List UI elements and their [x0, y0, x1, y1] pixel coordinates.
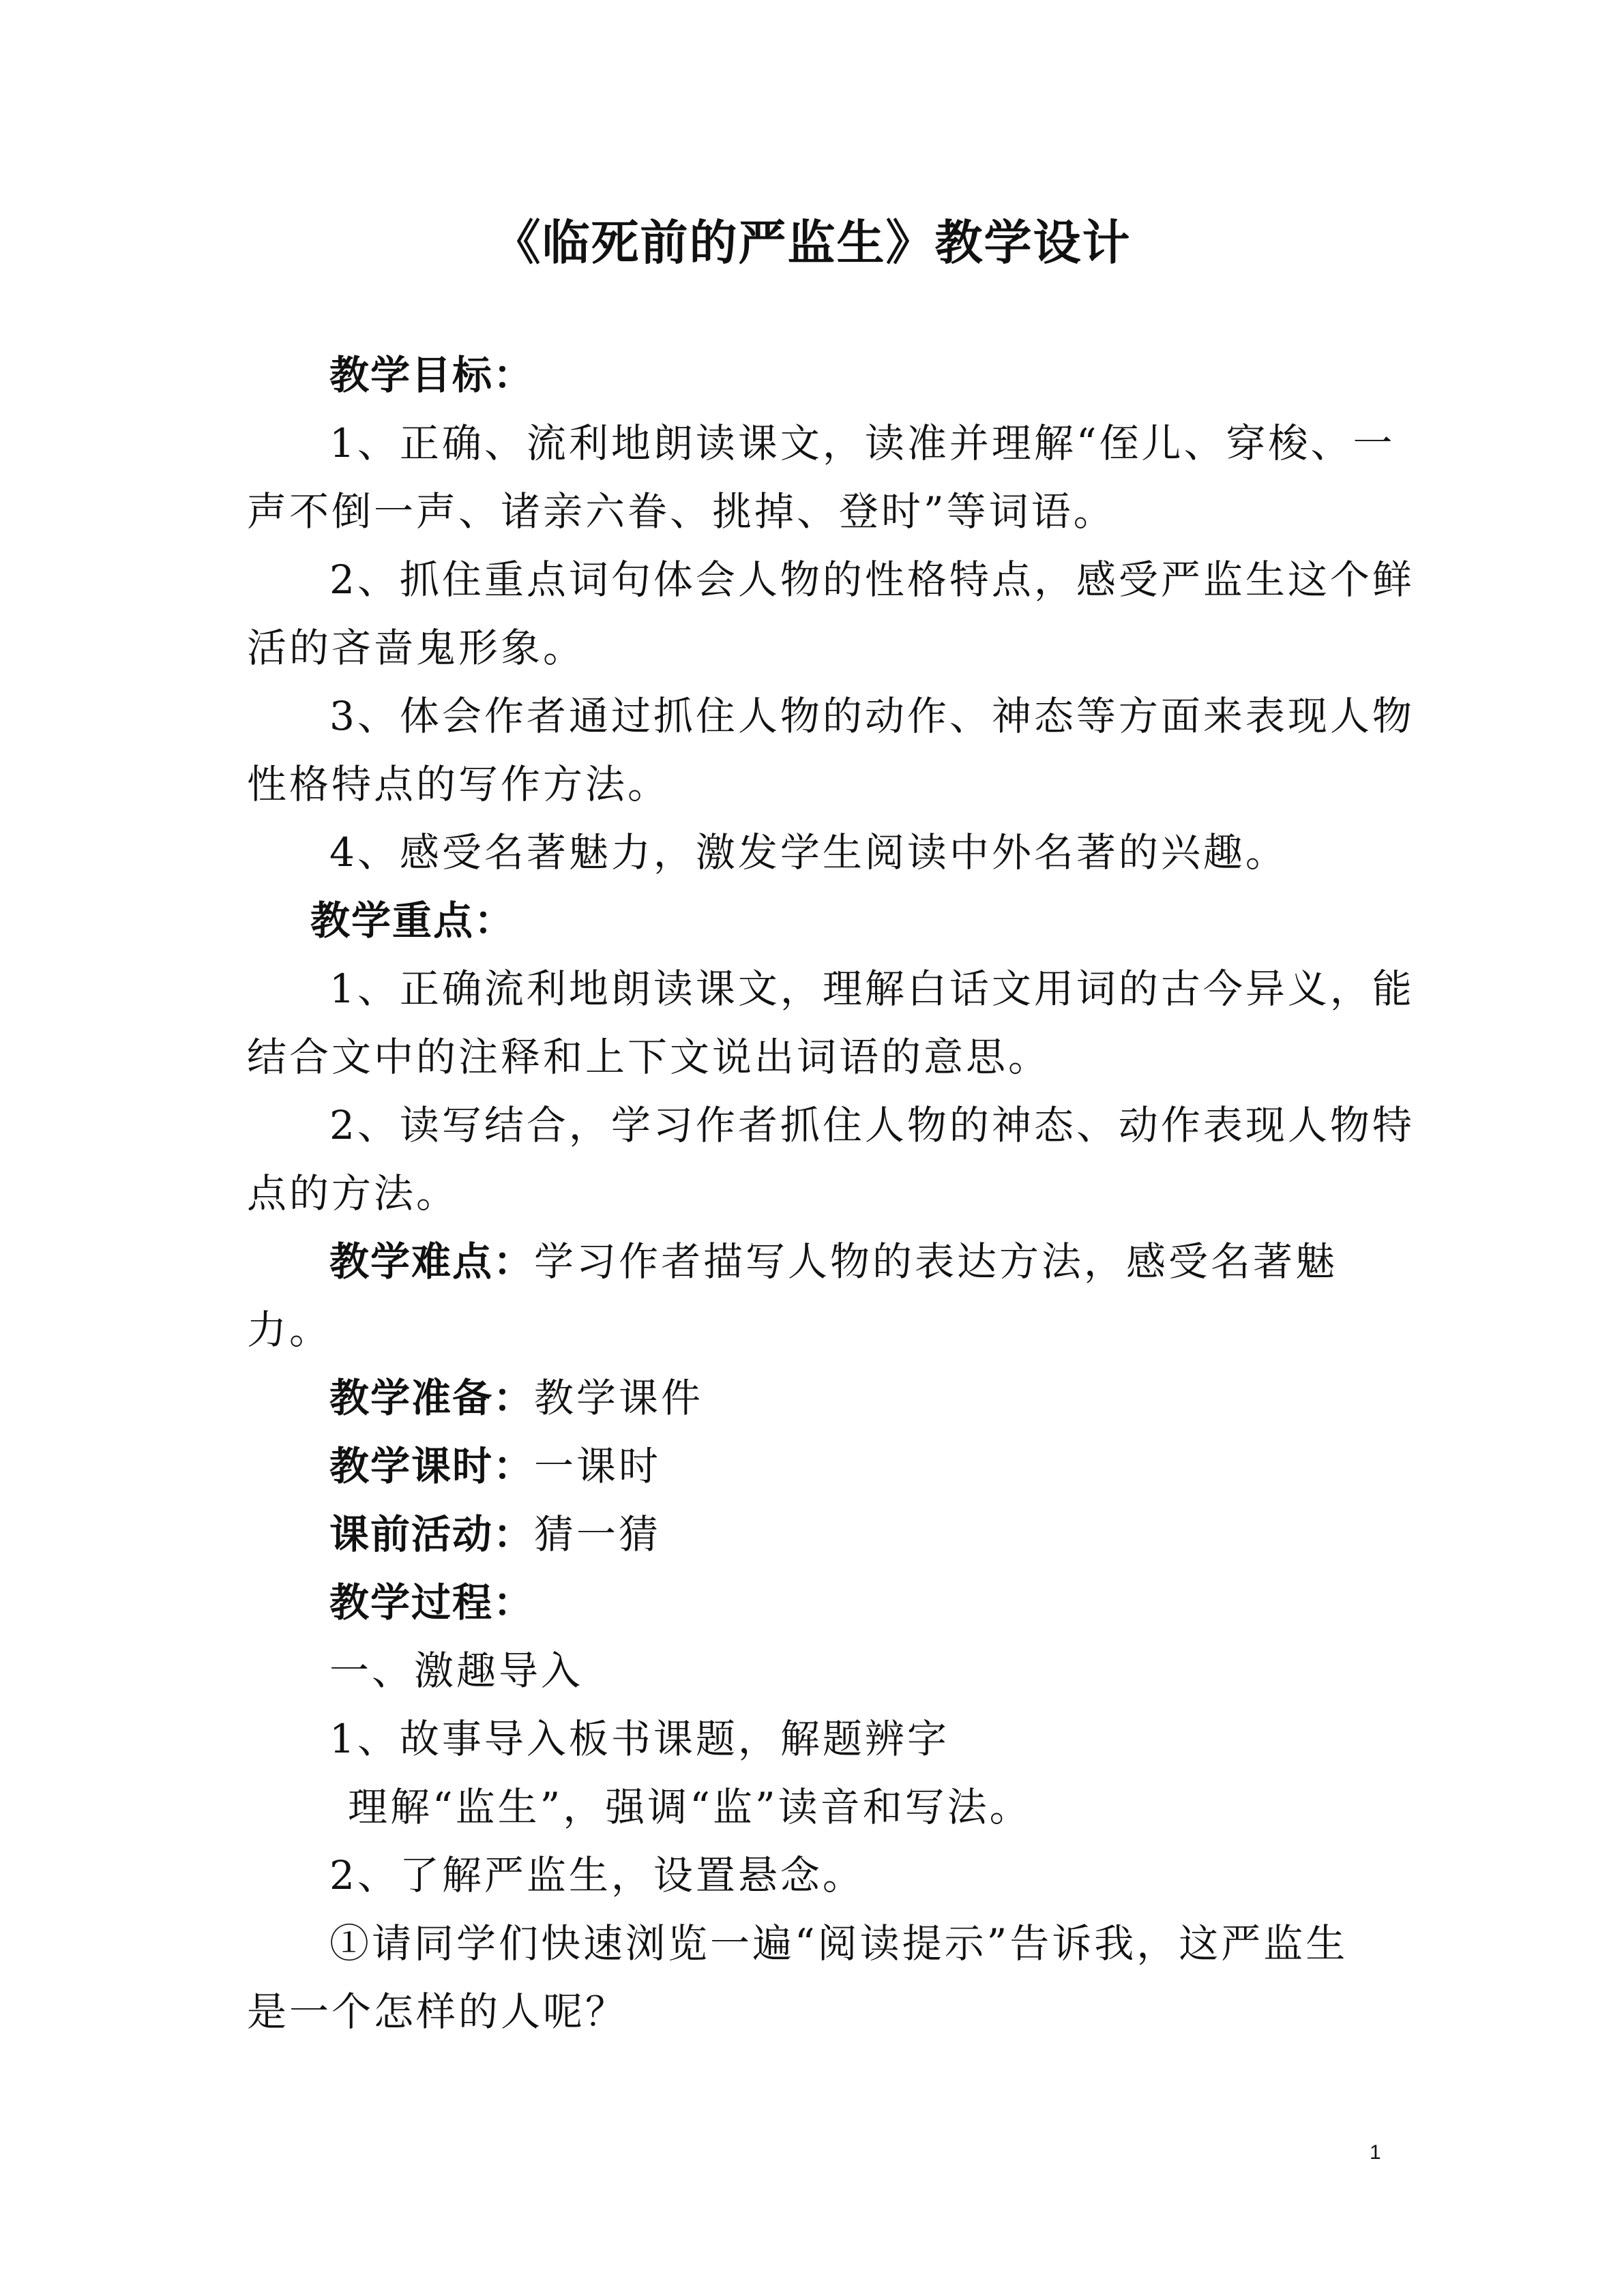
- process-step-2-question-line-1: ①请同学们快速浏览一遍“阅读提示”告诉我，这严监生: [329, 1920, 1348, 1967]
- key-point-1-line-1: 1、正确流利地朗读课文，理解白话文用词的古今异义，能: [329, 966, 1415, 1012]
- duration-line: [329, 1442, 661, 1490]
- objective-2-line-2: 活的吝啬鬼形象。: [247, 625, 586, 671]
- key-point-2-line-2: 点的方法。: [247, 1170, 459, 1217]
- preparation-line: [329, 1374, 703, 1422]
- duration-text: 一课时: [534, 1443, 662, 1489]
- objective-3-line-2: 性格特点的写作方法。: [247, 761, 670, 807]
- key-point-1-line-2: 结合文中的注释和上下文说出词语的意思。: [247, 1034, 1051, 1080]
- duration-label: 教学课时：: [329, 1443, 535, 1489]
- objective-1-line-2: 声不倒一声、诸亲六眷、挑掉、登时”等词语。: [247, 488, 1116, 535]
- difficulty-line-1: [329, 1238, 1338, 1285]
- objective-1-line-1: 1、正确、流利地朗读课文，读准并理解“侄儿、穿梭、一: [329, 420, 1396, 466]
- pre-activity-line: [329, 1510, 661, 1558]
- difficulty-line-2: 力。: [247, 1307, 332, 1353]
- pre-activity-text: 猜一猜: [534, 1511, 662, 1557]
- objectives-heading: 教学目标：: [329, 352, 535, 398]
- pre-activity-label: 课前活动：: [329, 1511, 535, 1557]
- process-heading: 教学过程：: [329, 1579, 535, 1626]
- difficulty-text: 学习作者描写人物的表达方法，感受名著魅: [534, 1238, 1338, 1285]
- process-step-2-question-line-2: 是一个怎样的人呢？: [247, 1988, 628, 2035]
- objective-2-line-1: 2、抓住重点词句体会人物的性格特点，感受严监生这个鲜: [329, 556, 1415, 603]
- key-points-heading: 教学重点：: [310, 897, 516, 944]
- process-step-1-detail: 理解“监生”，强调“监”读音和写法。: [348, 1784, 1032, 1830]
- process-step-1: 1、故事导入板书课题，解题辨字: [329, 1716, 949, 1762]
- objective-4: 4、感受名著魅力，激发学生阅读中外名著的兴趣。: [329, 829, 1288, 876]
- document-title: 《临死前的严监生》教学设计: [492, 215, 1132, 271]
- page-number: 1: [1370, 2141, 1381, 2164]
- objective-3-line-1: 3、体会作者通过抓住人物的动作、神态等方面来表现人物: [329, 693, 1415, 739]
- preparation-label: 教学准备：: [329, 1375, 535, 1421]
- process-section-1: 一、激趣导入: [329, 1648, 584, 1694]
- key-point-2-line-1: 2、读写结合，学习作者抓住人物的神态、动作表现人物特: [329, 1102, 1415, 1148]
- preparation-text: 教学课件: [534, 1375, 704, 1421]
- process-step-2: 2、了解严监生，设置悬念。: [329, 1852, 865, 1898]
- difficulty-label: 教学难点：: [329, 1238, 535, 1285]
